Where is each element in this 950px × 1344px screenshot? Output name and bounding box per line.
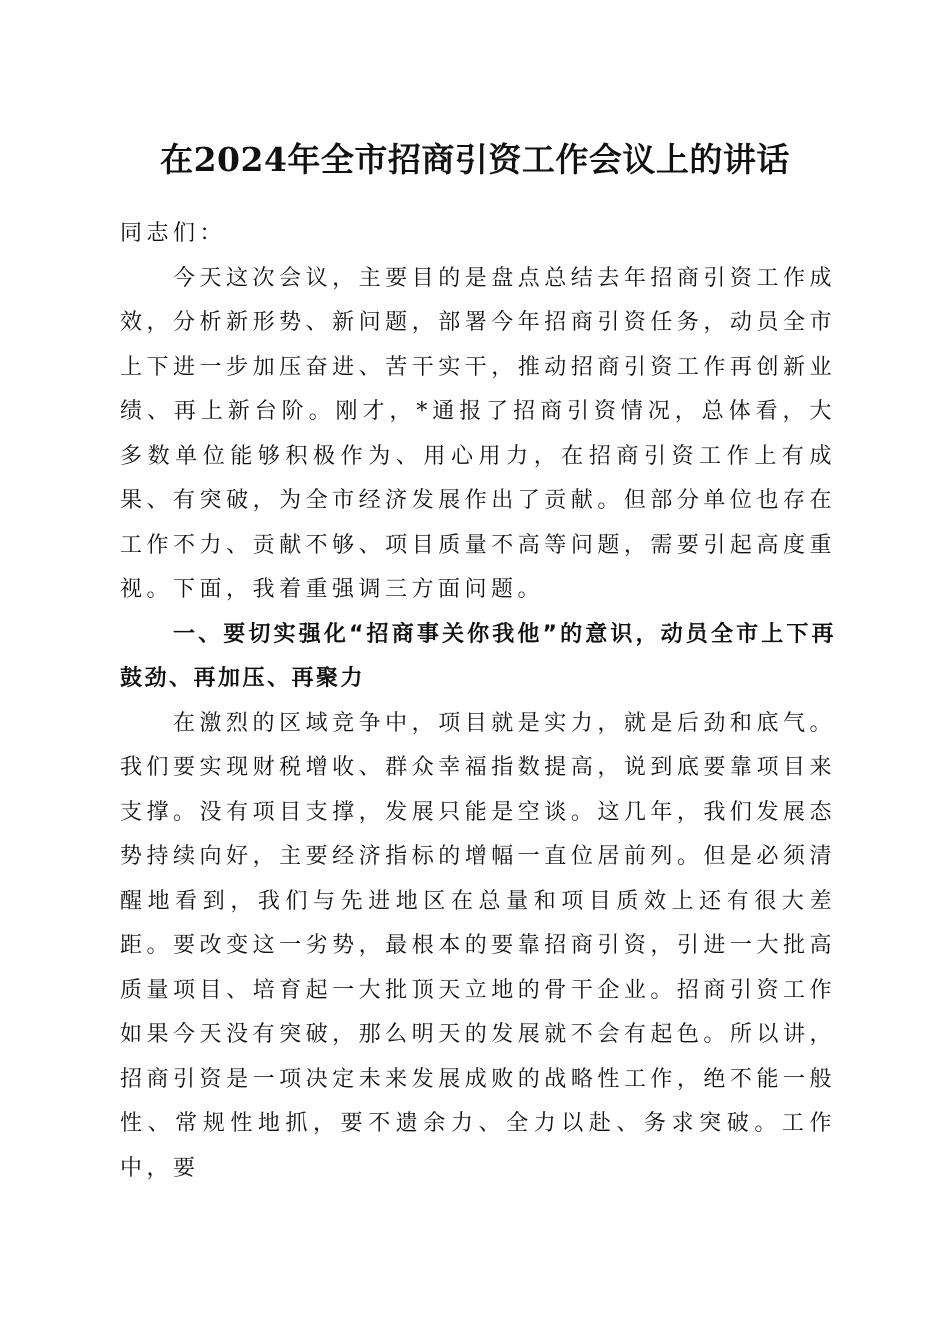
section-heading-1: 一、要切实强化“招商事关你我他”的意识，动员全市上下再鼓劲、再加压、再聚力 (120, 621, 836, 691)
document-title: 在2024年全市招商引资工作会议上的讲话 (160, 140, 790, 179)
document-body (120, 212, 836, 1191)
paragraph-section-1: 在激烈的区域竞争中，项目就是实力，就是后劲和底气。我们要实现财税增收、群众幸福指数提高，说到底要靠项目来支撑。没有项目支撑，发展只能是空谈。这几年，我们发展态势持续向好，主要经济指标的增幅一直位居前列。但是必须清醒地看到，我们与先进地区在总量和项目质效上还有很大差距。要改变这一劣势，最根本的要靠招商引资，引进一大批高质量项目、培育起一大批顶天立地的骨干企业。招商引资工作如果今天没有突破，那么明天的发展就不会有起色。所以讲，招商引资是一项决定未来发展成败的战略性工作，绝不能一般性、常规性地抓，要不遗余力、全力以赴、务求突破。工作中，要 (120, 710, 836, 1181)
paragraph-intro: 今天这次会议，主要目的是盘点总结去年招商引资工作成效，分析新形势、新问题，部署今年招商引资任务，动员全市上下进一步加压奋进、苦干实干，推动招商引资工作再创新业绩、再上新台阶。刚才，*通报了招商引资情况，总体看，大多数单位能够积极作为、用心用力，在招商引资工作上有成果、有突破，为全市经济发展作出了贡献。但部分单位也存在工作不力、贡献不够、项目质量不高等问题，需要引起高度重视。下面，我着重强调三方面问题。 (120, 265, 836, 602)
salutation: 同志们： (120, 221, 227, 246)
